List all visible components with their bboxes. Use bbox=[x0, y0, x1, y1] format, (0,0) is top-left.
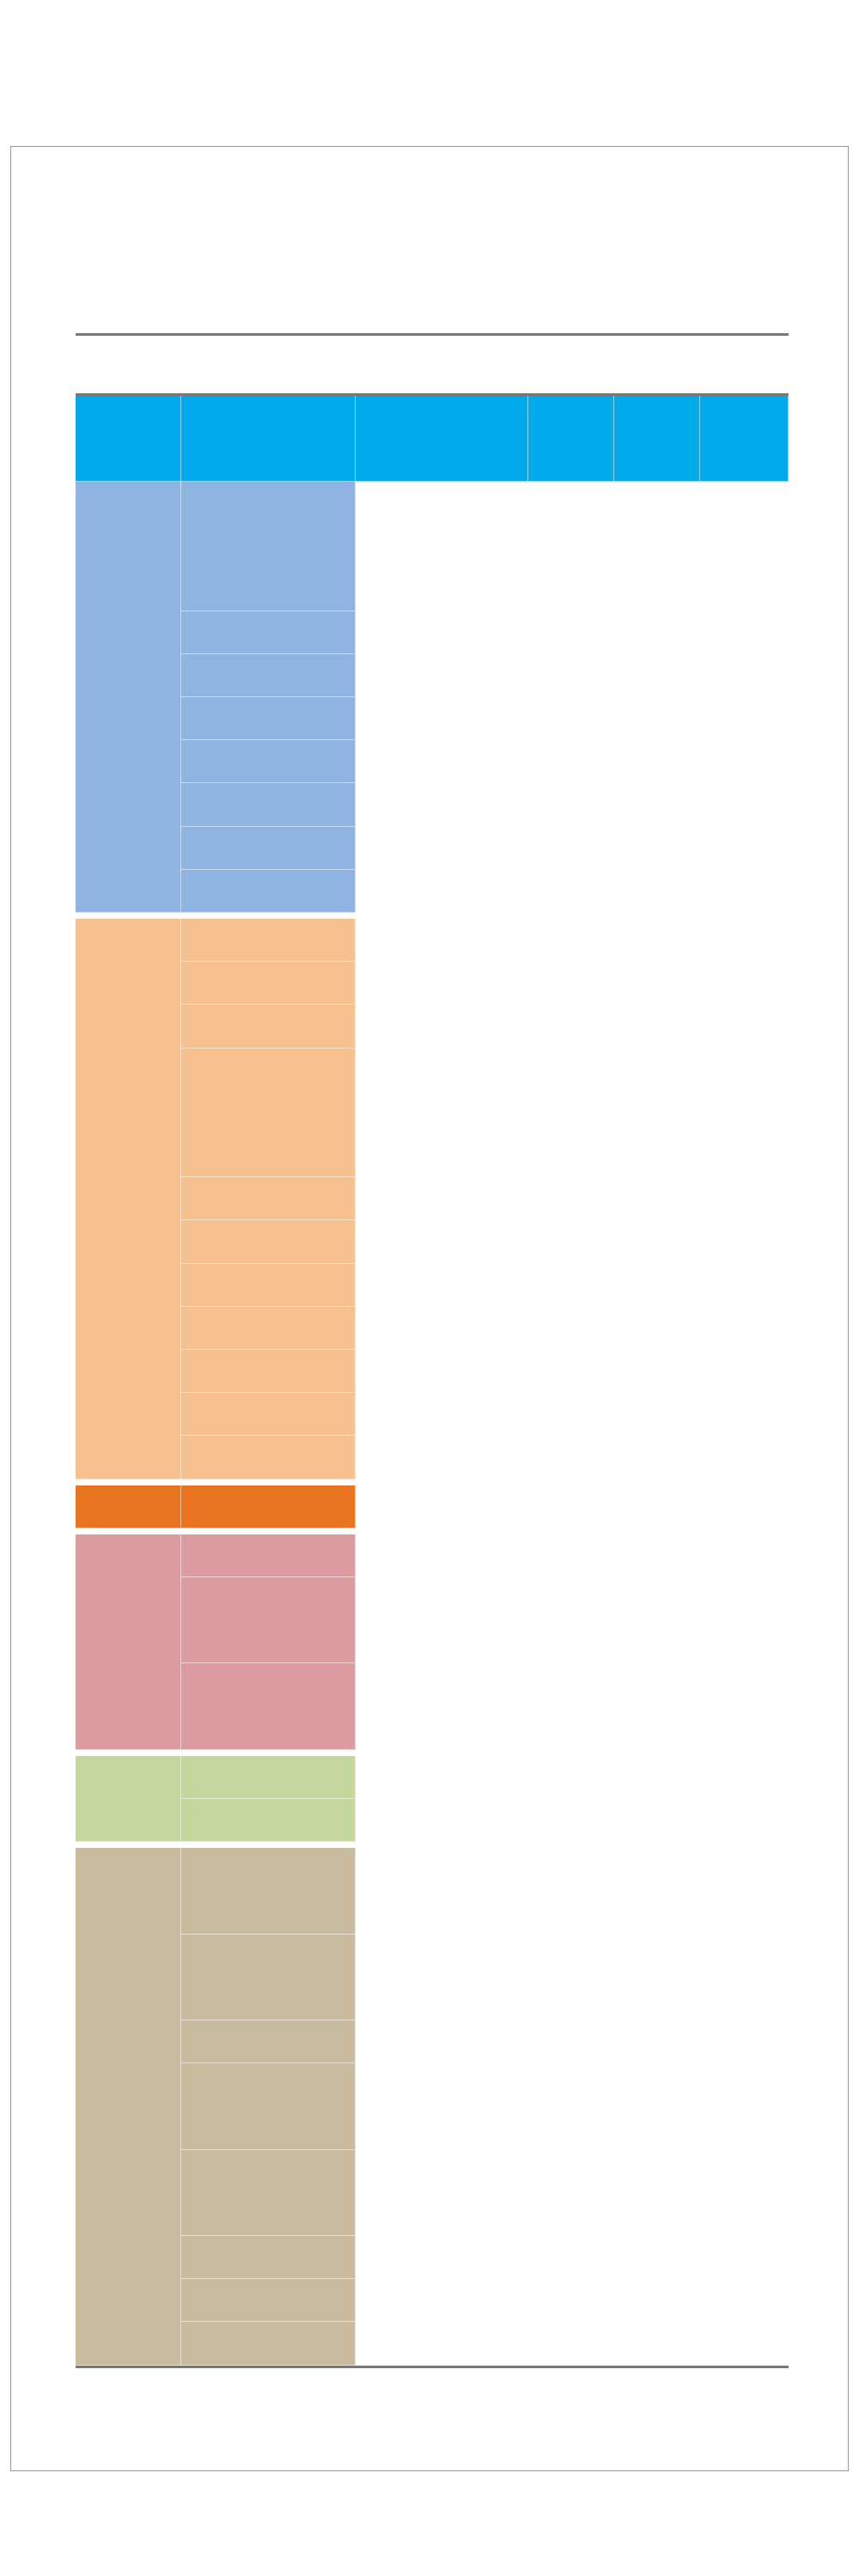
fruit-name-cell bbox=[181, 1663, 356, 1749]
fruit-name-cell bbox=[181, 1799, 356, 1842]
category-separator bbox=[76, 1528, 789, 1533]
fruit-name-cell bbox=[181, 1264, 356, 1307]
category-separator bbox=[76, 1750, 789, 1754]
fruit-name-cell bbox=[181, 654, 356, 697]
fruit-name-cell bbox=[181, 1177, 356, 1220]
fruit-name-cell bbox=[181, 611, 356, 654]
category-cell bbox=[76, 919, 181, 1479]
category-separator bbox=[76, 1479, 789, 1484]
fruit-name-cell bbox=[181, 827, 356, 870]
category-separator bbox=[76, 913, 789, 917]
fruit-name-cell bbox=[181, 919, 356, 962]
fruit-name-cell bbox=[181, 2150, 356, 2236]
fruit-name-cell bbox=[181, 2236, 356, 2279]
fruit-name-cell bbox=[181, 1756, 356, 1799]
title-divider bbox=[76, 333, 789, 336]
fruit-name-cell bbox=[181, 1534, 356, 1577]
category-cell bbox=[76, 1848, 181, 2365]
fruit-name-cell bbox=[181, 1005, 356, 1048]
category-cell bbox=[76, 482, 181, 913]
category-cell bbox=[76, 1485, 181, 1528]
fruit-name-cell bbox=[181, 482, 356, 611]
fruit-name-cell bbox=[181, 1485, 356, 1528]
header-early bbox=[528, 396, 614, 482]
category-cell bbox=[76, 1534, 181, 1750]
fruit-name-cell bbox=[181, 1393, 356, 1436]
fruit-name-cell bbox=[181, 2322, 356, 2365]
category-separator bbox=[76, 1842, 789, 1846]
header-category bbox=[76, 396, 181, 482]
header-fruit bbox=[181, 396, 356, 482]
header-late bbox=[700, 396, 789, 482]
fruit-calendar-table bbox=[76, 393, 789, 2368]
fruit-name-cell bbox=[181, 962, 356, 1005]
fruit-name-cell bbox=[181, 2279, 356, 2322]
category-cell bbox=[76, 1756, 181, 1842]
fruit-name-cell bbox=[181, 1350, 356, 1393]
header-origin bbox=[356, 396, 528, 482]
fruit-name-cell bbox=[181, 1307, 356, 1350]
header-mid bbox=[614, 396, 700, 482]
fruit-name-cell bbox=[181, 1220, 356, 1263]
fruit-name-cell bbox=[181, 697, 356, 740]
fruit-name-cell bbox=[181, 2020, 356, 2063]
fruit-name-cell bbox=[181, 740, 356, 783]
fruit-name-cell bbox=[181, 1935, 356, 2020]
fruit-name-cell bbox=[181, 1577, 356, 1663]
fruit-name-cell bbox=[181, 783, 356, 826]
fruit-name-cell bbox=[181, 870, 356, 913]
fruit-name-cell bbox=[181, 2063, 356, 2149]
fruit-name-cell bbox=[181, 1436, 356, 1479]
fruit-name-cell bbox=[181, 1848, 356, 1934]
fruit-name-cell bbox=[181, 1048, 356, 1178]
